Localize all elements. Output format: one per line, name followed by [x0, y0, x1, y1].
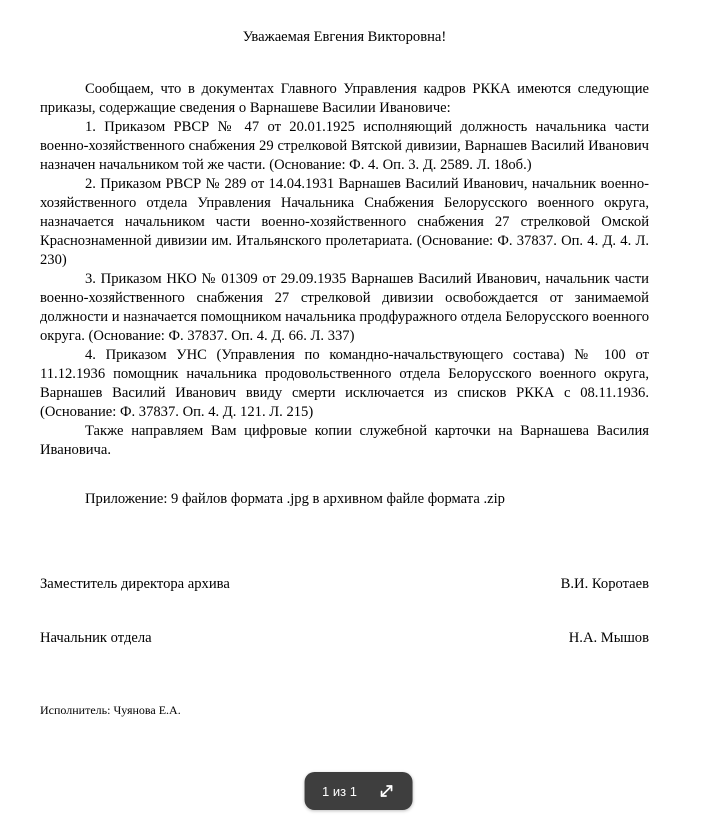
viewer-toolbar [304, 772, 413, 810]
letter-paragraph-closing: Также направляем Вам цифровые копии служебной карточки на Варнашева Василия Ивановича. [40, 423, 649, 458]
letter-paragraph-order-4: 4. Приказом УНС (Управления по командно-начальствующего состава) № 100 от 11.12.1936 помощник начальника продовольственного отдела Белорусского военного округа, Варнашев Василий Иванович ввиду смерти исключается из списков РККА с 08.11.1936. (Основание: Ф. 37837. Оп. 4. Д. 121. Л. 215) [40, 347, 649, 420]
signature-row [40, 629, 649, 648]
signature-row [40, 575, 649, 594]
letter-paragraph-order-3: 3. Приказом НКО № 01309 от 29.09.1935 Варнашев Василий Иванович, начальник части военно-хозяйственного снабжения 27 стрелковой дивизии освобождается от занимаемой должности и назначается помощником начальника продфуражного отдела Белорусского военного округа. (Основание: Ф. 37837. Оп. 4. Д. 66. Л. 337) [40, 271, 649, 344]
page-indicator: 1 из 1 [322, 783, 357, 799]
signature-name: Н.А. Мышов [568, 630, 649, 646]
letter-paragraph-order-2: 2. Приказом РВСР № 289 от 14.04.1931 Варнашев Василий Иванович, начальник военно-хозяйственного отдела Управления Начальника Снабжения Белорусского военного округа, назначается начальником части военно-хозяйственного снабжения 27 стрелковой Омской Краснознаменной дивизии им. Итальянского пролетариата. (Основание: Ф. 37837. Оп. 4. Д. 4. Л. 230) [40, 176, 649, 268]
signature-title: Начальник отдела [40, 630, 152, 646]
letter-paragraph-order-1: 1. Приказом РВСР № 47 от 20.01.1925 исполняющий должность начальника части военно-хозяйственного снабжения 29 стрелковой Вятской дивизии, Варнашев Василий Иванович назначен начальником той же части. (Основание: Ф. 4. Оп. 3. Д. 2589. Л. 18об.) [40, 119, 649, 173]
fullscreen-button[interactable] [379, 783, 395, 799]
attachment-line: Приложение: 9 файлов формата .jpg в архивном файле формата .zip [85, 491, 505, 507]
signature-name: В.И. Коротаев [560, 576, 649, 592]
expand-icon [379, 783, 395, 799]
salutation: Уважаемая Евгения Викторовна! [242, 29, 447, 45]
executor-line: Исполнитель: Чуянова Е.А. [40, 703, 181, 717]
letter-paragraph-intro: Сообщаем, что в документах Главного Управления кадров РККА имеются следующие приказы, содержащие сведения о Варнашеве Василии Ивановиче: [40, 81, 649, 116]
signature-title: Заместитель директора архива [40, 576, 230, 592]
